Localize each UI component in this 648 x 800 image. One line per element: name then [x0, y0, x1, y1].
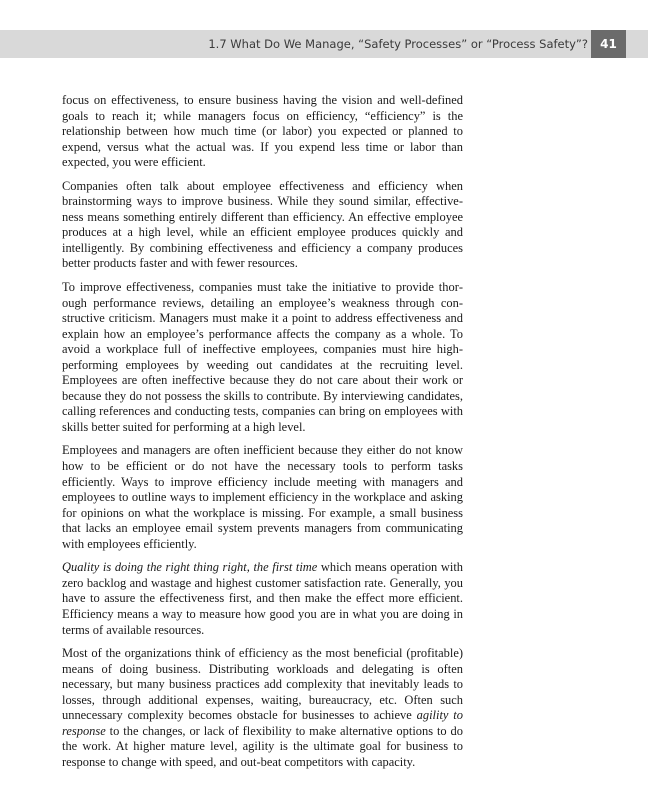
- paragraph-4: Employees and managers are often inefficient because they either do not know how to be efficient or do not have the necessary tools to perform tasks efficiently. Ways to improve efficiency include meeting with managers and employees to outline ways to implement efficiency in the workplace and asking for opinions on what the workplace is missing. For example, a small business that lacks an employee email system prevents managers from communicating with employees efficiently.: [62, 443, 463, 551]
- paragraph-2: Companies often talk about employee effectiveness and efficiency when brainstorming ways to improve business. While they sound similar, effectiveness means something entirely different than efficiency. An effective employee produces at a high level, while an efficient employee produces quickly and intelligently. By combining effectiveness and efficiency a company produces better products faster and with fewer resources.: [62, 178, 463, 271]
- paragraph-6-text-end: to the changes, or lack of flexibility to make alternative options to do the work. At higher mature level, agility is the ultimate goal for business to response to change with speed, and out-beat competitors with capacity.: [62, 723, 463, 769]
- paragraph-5-italic: Quality is doing the right thing right, the first time: [62, 560, 318, 575]
- body-text: [62, 93, 463, 778]
- paragraph-5: [62, 560, 463, 638]
- paragraph-6-text-start: Most of the organizations think of efficiency as the most beneficial (profitable) means of doing business. Distributing workloads and delegating is often necessary, but many business practices add complexity that inevitably leads to losses, through additional expenses, waiting, bureaucracy, etc. Often such unnecessary complexity becomes obstacle for businesses to achieve: [62, 646, 463, 723]
- paragraph-3: To improve effectiveness, companies must take the initiative to provide thorough performance reviews, detailing an employee’s weakness through constructive criticism. Managers must make it a point to address effectiveness and explain how an employee’s performance affects the company as a whole. To avoid a workplace full of ineffective employees, companies must hire high-performing employees by weeding out candidates at the recruiting level. Employees are often ineffective because they do not care about their work or because they do not possess the skills to contribute. By interviewing candidates, calling references and conducting tests, companies can bring on employees with skills better suited for performing at a high level.: [62, 280, 463, 434]
- page-number: 41: [591, 30, 626, 58]
- paragraph-6: [62, 646, 463, 770]
- paragraph-5-text: which means operation with zero backlog and wastage and highest customer satisfaction rate. Generally, you have to assure the effectiveness first, and then make the effect more efficient. Efficiency means a way to measure how good you are in what you are doing in terms of available resources.: [62, 560, 463, 637]
- paragraph-1: focus on effectiveness, to ensure business having the vision and well-defined goals to reach it; while managers focus on efficiency, “efficiency” is the relationship between how much time (or labor) you expected or planned to expend, versus what the actual was. If you expend less time or labor than expected, you were efficient.: [62, 93, 463, 170]
- running-head: 1.7 What Do We Manage, “Safety Processes” or “Process Safety”?: [208, 37, 588, 51]
- paragraph-6-italic: agility to response: [62, 708, 463, 738]
